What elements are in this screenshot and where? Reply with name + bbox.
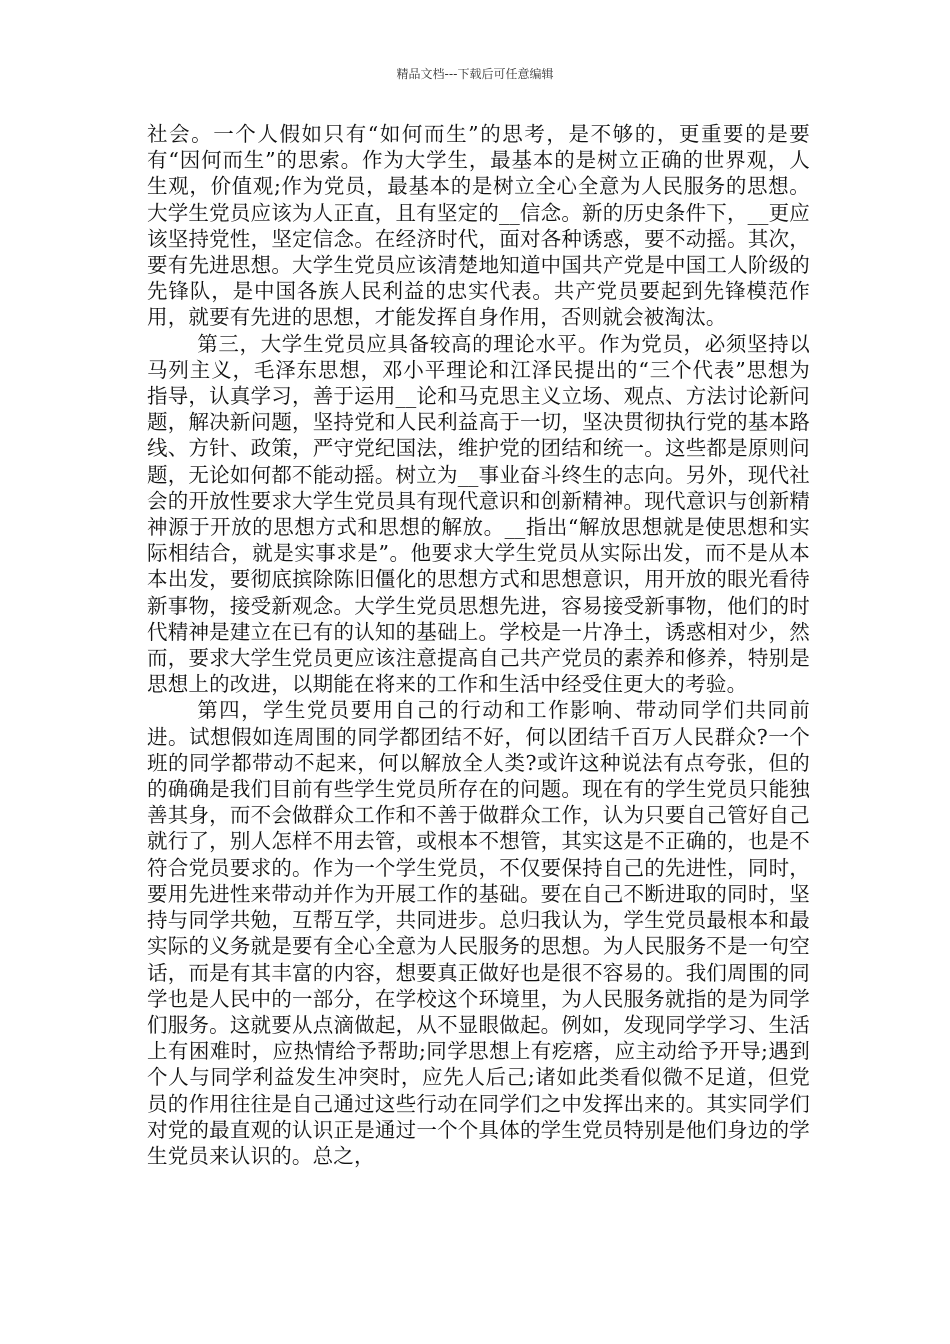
page-header: 精品文档---下载后可任意编辑 [396, 67, 554, 81]
paragraph-1: 社会。一个人假如只有“如何而生”的思考，是不够的，更重要的是要有“因何而生”的思索。作为大学生，最基本的是树立正确的世界观，人生观，价值观;作为党员，最基本的是树立全心全意为人民服务的思想。大学生党员应该为人正直，且有坚定的__信念。新的历史条件下，__更应该坚持党性，坚定信念。在经济时代，面对各种诱惑，要不动摇。其次，要有先进思想。大学生党员应该清楚地知道中国共产党是中国工人阶级的先锋队，是中国各族人民利益的忠实代表。共产党员要起到先锋模范作用，就要有先进的思想，才能发挥自身作用，否则就会被淘汰。 [147, 122, 810, 330]
document-body [147, 121, 810, 1169]
paragraph-2: 第三，大学生党员应具备较高的理论水平。作为党员，必须坚持以马列主义，毛泽东思想，邓小平理论和江泽民提出的“三个代表”思想为指导，认真学习，善于运用__论和马克思主义立场、观点、方法讨论新问题，解决新问题，坚持党和人民利益高于一切，坚决贯彻执行党的基本路线、方针、政策，严守党纪国法，维护党的团结和统一。这些都是原则问题，无论如何都不能动摇。树立为__事业奋斗终生的志向。另外，现代社会的开放性要求大学生党员具有现代意识和创新精神。现代意识与创新精神源于开放的思想方式和思想的解放。__指出“解放思想就是使思想和实际相结合，就是实事求是”。他要求大学生党员从实际出发，而不是从本本出发，要彻底摈除陈旧僵化的思想方式和思想意识，用开放的眼光看待新事物，接受新观念。大学生党员思想先进，容易接受新事物，他们的时代精神是建立在已有的认知的基础上。学校是一片净土，诱惑相对少，然而，要求大学生党员更应该注意提高自己共产党员的素养和修养，特别是思想上的改进，以期能在将来的工作和生活中经受住更大的考验。 [147, 331, 810, 697]
paragraph-3: 第四，学生党员要用自己的行动和工作影响、带动同学们共同前进。试想假如连周围的同学都团结不好，何以团结千百万人民群众?一个班的同学都带动不起来，何以解放全人类?或许这种说法有点夸张，但的的确确是我们目前有些学生党员所存在的问题。现在有的学生党员只能独善其身，而不会做群众工作和不善于做群众工作，认为只要自己管好自己就行了，别人怎样不用去管，或根本不想管，其实这是不正确的，也是不符合党员要求的。作为一个学生党员，不仅要保持自己的先进性，同时，要用先进性来带动并作为开展工作的基础。要在自己不断进取的同时，坚持与同学共勉，互帮互学，共同进步。总归我认为，学生党员最根本和最实际的义务就是要有全心全意为人民服务的思想。为人民服务不是一句空话，而是有其丰富的内容，想要真正做好也是很不容易的。我们周围的同学也是人民中的一部分，在学校这个环境里，为人民服务就指的是为同学们服务。这就要从点滴做起，从不显眼做起。例如，发现同学学习、生活上有困难时，应热情给予帮助;同学思想上有疙瘩，应主动给予开导;遇到个人与同学利益发生冲突时，应先人后己;诸如此类看似微不足道，但党员的作用往往是自己通过这些行动在同学们之中发挥出来的。其实同学们对党的最直观的认识正是通过一个个具体的学生党员特别是他们身边的学生党员来认识的。总之， [147, 698, 810, 1168]
